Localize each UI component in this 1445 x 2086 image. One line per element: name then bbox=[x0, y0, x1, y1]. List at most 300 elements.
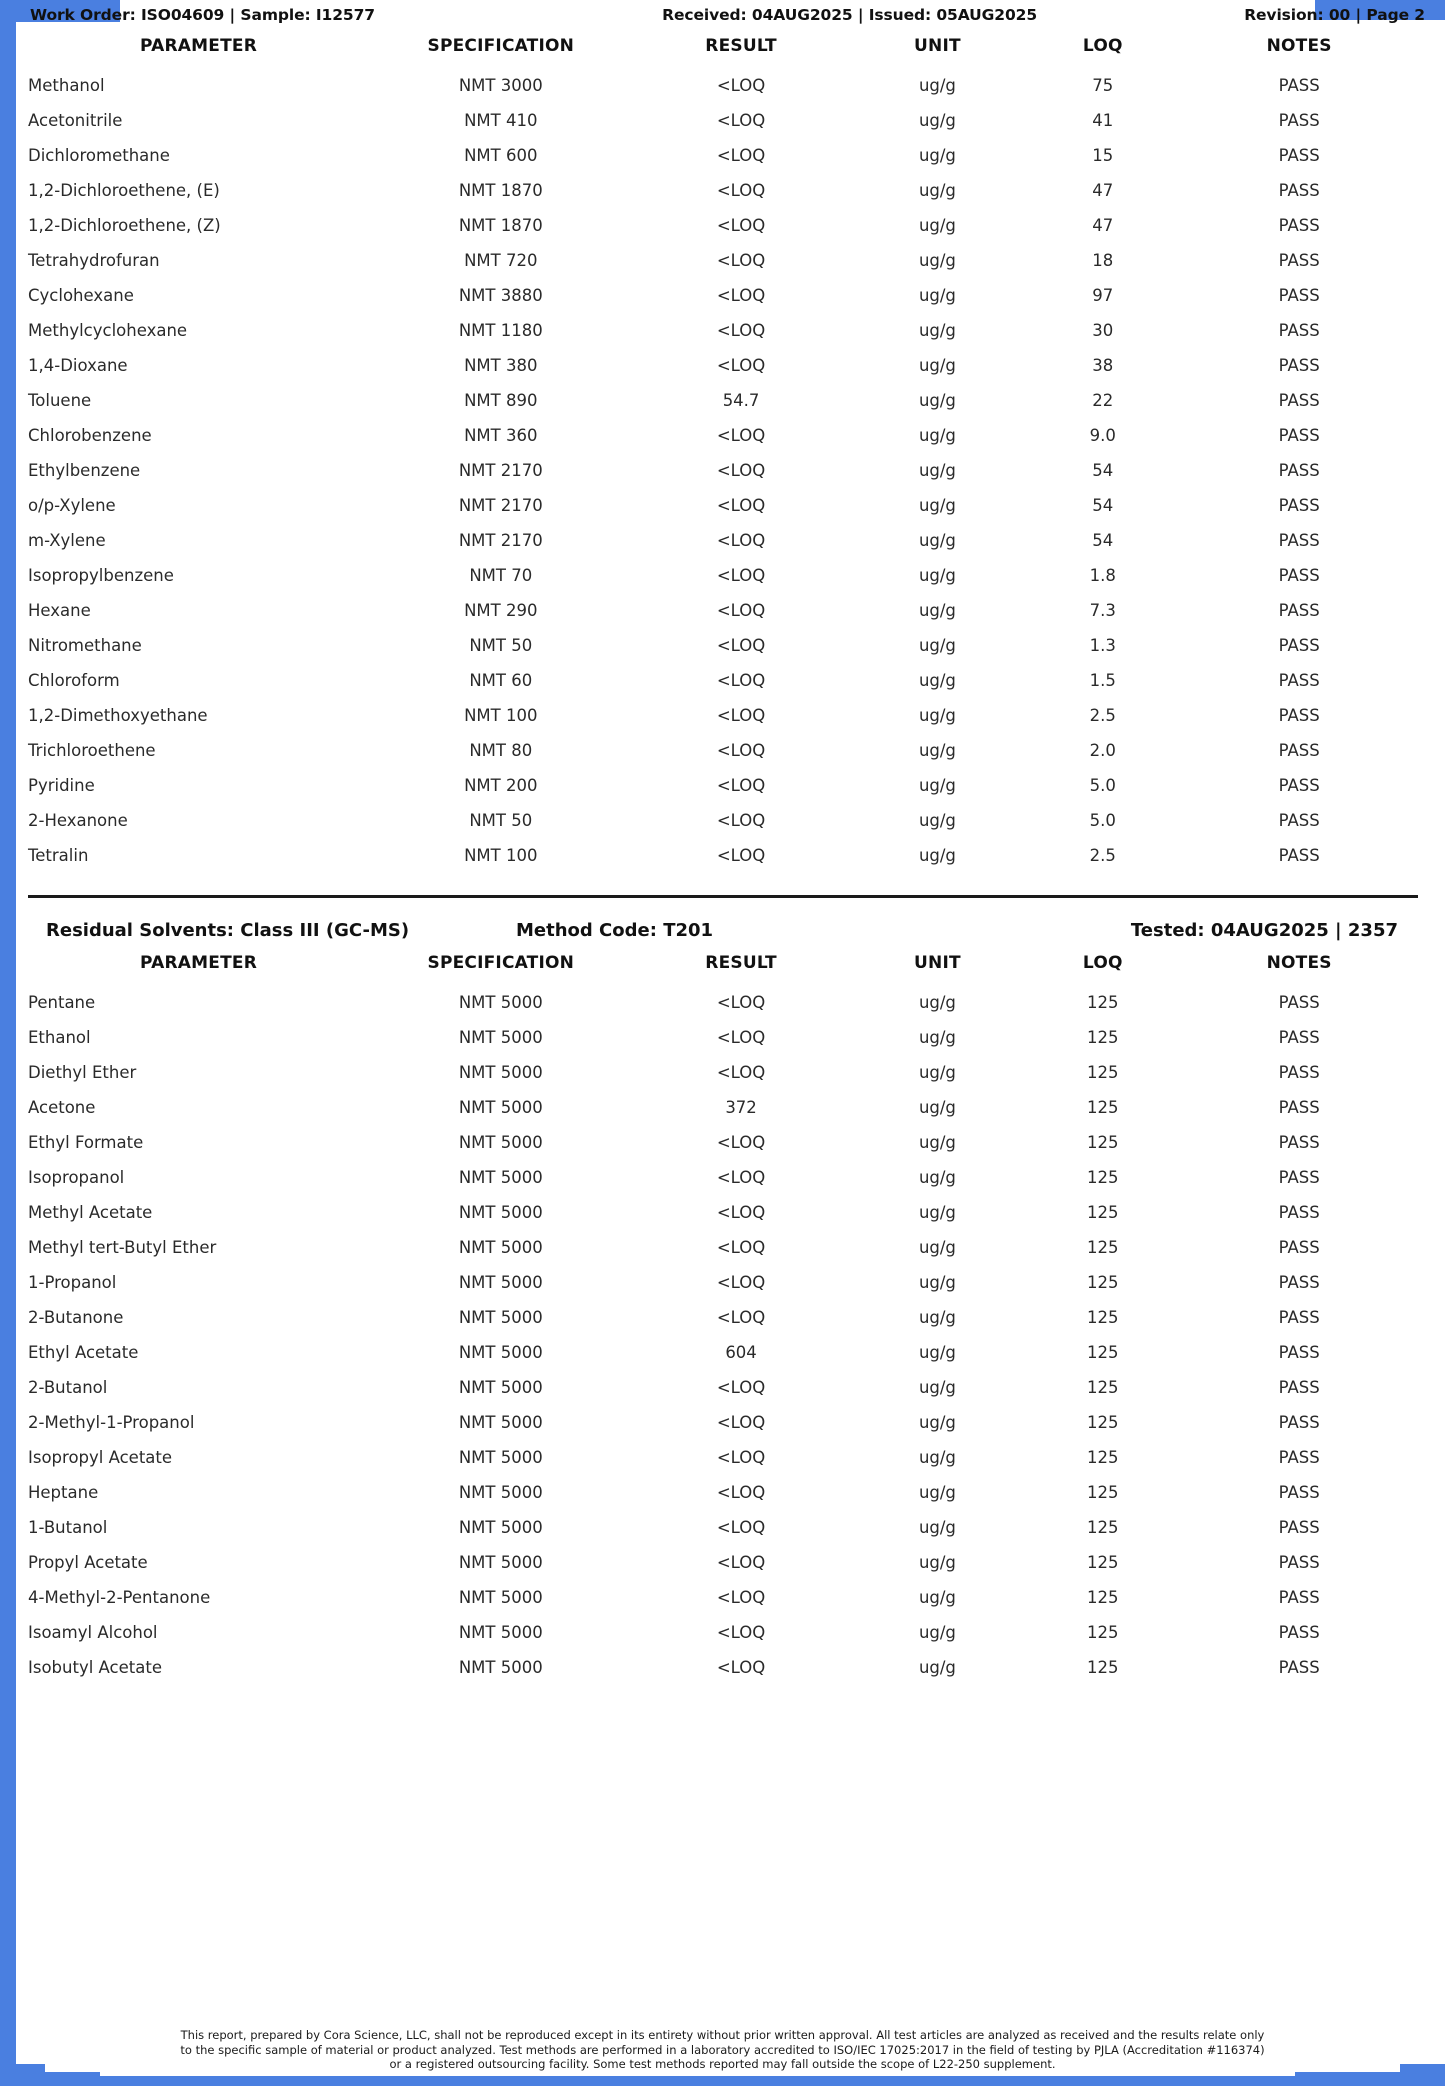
cell-parameter: Ethyl Formate bbox=[28, 1133, 144, 1152]
cell-result: <LOQ bbox=[716, 1028, 766, 1047]
cell-unit: ug/g bbox=[918, 1308, 956, 1327]
cell-notes: PASS bbox=[1278, 1448, 1320, 1467]
cell-notes: PASS bbox=[1278, 146, 1320, 165]
cell-specification: NMT 290 bbox=[464, 601, 538, 620]
column-header-loq: LOQ bbox=[1082, 36, 1123, 56]
table-row bbox=[28, 593, 1418, 628]
cell-unit: ug/g bbox=[918, 111, 956, 130]
cell-specification: NMT 5000 bbox=[458, 1063, 543, 1082]
cell-unit: ug/g bbox=[918, 251, 956, 270]
cell-specification: NMT 1870 bbox=[458, 181, 543, 200]
cell-specification: NMT 360 bbox=[464, 426, 538, 445]
table-row bbox=[28, 663, 1418, 698]
cell-notes: PASS bbox=[1278, 181, 1320, 200]
cell-loq: 125 bbox=[1087, 1028, 1119, 1047]
cell-loq: 22 bbox=[1092, 391, 1114, 410]
cell-notes: PASS bbox=[1278, 1378, 1320, 1397]
cell-specification: NMT 100 bbox=[464, 706, 538, 725]
cell-result: <LOQ bbox=[716, 993, 766, 1012]
table-row bbox=[28, 453, 1418, 488]
cell-notes: PASS bbox=[1278, 286, 1320, 305]
table-row bbox=[28, 1090, 1418, 1125]
cell-parameter: Ethyl Acetate bbox=[28, 1343, 139, 1362]
cell-loq: 125 bbox=[1087, 1203, 1119, 1222]
cell-parameter: 1-Butanol bbox=[28, 1518, 108, 1537]
cell-loq: 97 bbox=[1092, 286, 1114, 305]
cell-notes: PASS bbox=[1278, 846, 1320, 865]
cell-unit: ug/g bbox=[918, 391, 956, 410]
table-row bbox=[28, 698, 1418, 733]
cell-parameter: 1,2-Dimethoxyethane bbox=[28, 706, 208, 725]
table-row bbox=[28, 838, 1418, 873]
cell-specification: NMT 2170 bbox=[458, 461, 543, 480]
cell-loq: 54 bbox=[1092, 531, 1114, 550]
cell-loq: 41 bbox=[1092, 111, 1114, 130]
cell-unit: ug/g bbox=[918, 216, 956, 235]
cell-notes: PASS bbox=[1278, 1238, 1320, 1257]
cell-unit: ug/g bbox=[918, 1063, 956, 1082]
footer-line-2: to the specific sample of material or product analyzed. Test methods are performed in a laboratory accredited to ISO/IEC 17025:2017 in the field of testing by PJLA (Accreditation #116374) bbox=[180, 2042, 1265, 2057]
cell-loq: 125 bbox=[1087, 1378, 1119, 1397]
cell-loq: 75 bbox=[1092, 76, 1114, 95]
cell-parameter: Methanol bbox=[28, 76, 105, 95]
cell-unit: ug/g bbox=[918, 181, 956, 200]
cell-unit: ug/g bbox=[918, 1273, 956, 1292]
cell-loq: 125 bbox=[1087, 1553, 1119, 1572]
cell-result: <LOQ bbox=[716, 76, 766, 95]
cell-parameter: Hexane bbox=[28, 601, 91, 620]
cell-loq: 1.8 bbox=[1089, 566, 1116, 585]
cell-loq: 2.0 bbox=[1089, 741, 1116, 760]
report-content bbox=[28, 30, 1418, 1685]
cell-loq: 125 bbox=[1087, 1063, 1119, 1082]
column-header-specification: SPECIFICATION bbox=[427, 953, 575, 973]
cell-result: <LOQ bbox=[716, 1413, 766, 1432]
cell-specification: NMT 80 bbox=[469, 741, 533, 760]
cell-unit: ug/g bbox=[918, 1028, 956, 1047]
cell-specification: NMT 380 bbox=[464, 356, 538, 375]
cell-result: <LOQ bbox=[716, 356, 766, 375]
column-header-unit: UNIT bbox=[914, 36, 961, 56]
cell-unit: ug/g bbox=[918, 1238, 956, 1257]
table-row bbox=[28, 208, 1418, 243]
cell-parameter: Pyridine bbox=[28, 776, 95, 795]
cell-unit: ug/g bbox=[918, 1133, 956, 1152]
cell-result: <LOQ bbox=[716, 1378, 766, 1397]
accent-bar-bottom bbox=[0, 2076, 1445, 2086]
cell-unit: ug/g bbox=[918, 1343, 956, 1362]
cell-notes: PASS bbox=[1278, 1273, 1320, 1292]
section-divider bbox=[28, 895, 1418, 898]
table-row bbox=[28, 1510, 1418, 1545]
cell-loq: 2.5 bbox=[1089, 706, 1116, 725]
cell-notes: PASS bbox=[1278, 1413, 1320, 1432]
cell-unit: ug/g bbox=[918, 1168, 956, 1187]
cell-parameter: Isobutyl Acetate bbox=[28, 1658, 162, 1677]
cell-unit: ug/g bbox=[918, 1448, 956, 1467]
cell-notes: PASS bbox=[1278, 1063, 1320, 1082]
cell-unit: ug/g bbox=[918, 1203, 956, 1222]
cell-specification: NMT 70 bbox=[469, 566, 533, 585]
header-dates: Received: 04AUG2025 | Issued: 05AUG2025 bbox=[662, 6, 1038, 24]
cell-loq: 125 bbox=[1087, 1518, 1119, 1537]
cell-notes: PASS bbox=[1278, 216, 1320, 235]
cell-notes: PASS bbox=[1278, 993, 1320, 1012]
table-two-header-row bbox=[28, 947, 1418, 985]
cell-notes: PASS bbox=[1278, 1483, 1320, 1502]
cell-notes: PASS bbox=[1278, 391, 1320, 410]
cell-parameter: Heptane bbox=[28, 1483, 99, 1502]
cell-unit: ug/g bbox=[918, 706, 956, 725]
cell-loq: 125 bbox=[1087, 1343, 1119, 1362]
cell-specification: NMT 5000 bbox=[458, 1518, 543, 1537]
footer-line-3: or a registered outsourcing facility. Some test methods reported may fall outside the scope of L22-250 supplement. bbox=[389, 2057, 1056, 2072]
column-header-specification: SPECIFICATION bbox=[427, 36, 575, 56]
cell-loq: 125 bbox=[1087, 1308, 1119, 1327]
cell-specification: NMT 5000 bbox=[458, 1028, 543, 1047]
cell-parameter: Dichloromethane bbox=[28, 146, 170, 165]
table-row bbox=[28, 768, 1418, 803]
cell-parameter: Diethyl Ether bbox=[28, 1063, 137, 1082]
cell-parameter: 1,4-Dioxane bbox=[28, 356, 128, 375]
cell-specification: NMT 5000 bbox=[458, 1238, 543, 1257]
header-revision-page: Revision: 00 | Page 2 bbox=[1244, 6, 1425, 24]
footer-disclaimer bbox=[45, 2028, 1400, 2072]
cell-parameter: Nitromethane bbox=[28, 636, 142, 655]
cell-unit: ug/g bbox=[918, 1413, 956, 1432]
table-row bbox=[28, 1020, 1418, 1055]
cell-specification: NMT 200 bbox=[464, 776, 538, 795]
table-row bbox=[28, 103, 1418, 138]
cell-parameter: 1,2-Dichloroethene, (E) bbox=[28, 181, 220, 200]
cell-unit: ug/g bbox=[918, 776, 956, 795]
cell-result: <LOQ bbox=[716, 1133, 766, 1152]
table-row bbox=[28, 1195, 1418, 1230]
cell-notes: PASS bbox=[1278, 356, 1320, 375]
cell-specification: NMT 50 bbox=[469, 636, 533, 655]
cell-parameter: Pentane bbox=[28, 993, 96, 1012]
cell-parameter: 4-Methyl-2-Pentanone bbox=[28, 1588, 211, 1607]
cell-parameter: Toluene bbox=[28, 391, 92, 410]
cell-notes: PASS bbox=[1278, 496, 1320, 515]
cell-notes: PASS bbox=[1278, 811, 1320, 830]
cell-specification: NMT 5000 bbox=[458, 1168, 543, 1187]
cell-notes: PASS bbox=[1278, 1343, 1320, 1362]
cell-specification: NMT 5000 bbox=[458, 1343, 543, 1362]
cell-loq: 125 bbox=[1087, 1588, 1119, 1607]
cell-parameter: 2-Butanol bbox=[28, 1378, 108, 1397]
table-one-body bbox=[28, 68, 1418, 873]
table-row bbox=[28, 1370, 1418, 1405]
table-row bbox=[28, 313, 1418, 348]
cell-parameter: 1-Propanol bbox=[28, 1273, 117, 1292]
cell-specification: NMT 5000 bbox=[458, 1133, 543, 1152]
cell-unit: ug/g bbox=[918, 811, 956, 830]
cell-notes: PASS bbox=[1278, 566, 1320, 585]
cell-notes: PASS bbox=[1278, 741, 1320, 760]
table-row bbox=[28, 1055, 1418, 1090]
table-row bbox=[28, 523, 1418, 558]
cell-unit: ug/g bbox=[918, 1518, 956, 1537]
table-row bbox=[28, 1545, 1418, 1580]
cell-notes: PASS bbox=[1278, 251, 1320, 270]
cell-result: <LOQ bbox=[716, 601, 766, 620]
cell-specification: NMT 5000 bbox=[458, 1588, 543, 1607]
cell-specification: NMT 5000 bbox=[458, 1203, 543, 1222]
column-header-unit: UNIT bbox=[914, 953, 961, 973]
cell-parameter: 2-Methyl-1-Propanol bbox=[28, 1413, 195, 1432]
cell-result: <LOQ bbox=[716, 1448, 766, 1467]
cell-specification: NMT 5000 bbox=[458, 1623, 543, 1642]
cell-notes: PASS bbox=[1278, 1203, 1320, 1222]
cell-loq: 125 bbox=[1087, 1133, 1119, 1152]
cell-result: <LOQ bbox=[716, 496, 766, 515]
cell-notes: PASS bbox=[1278, 1168, 1320, 1187]
cell-specification: NMT 5000 bbox=[458, 1658, 543, 1677]
cell-result: <LOQ bbox=[716, 811, 766, 830]
cell-result: <LOQ bbox=[716, 1308, 766, 1327]
cell-result: <LOQ bbox=[716, 111, 766, 130]
cell-specification: NMT 5000 bbox=[458, 1553, 543, 1572]
cell-specification: NMT 600 bbox=[464, 146, 538, 165]
cell-result: <LOQ bbox=[716, 181, 766, 200]
section-header-class-three bbox=[28, 920, 1418, 941]
table-row bbox=[28, 418, 1418, 453]
table-row bbox=[28, 1160, 1418, 1195]
cell-parameter: 2-Hexanone bbox=[28, 811, 128, 830]
cell-notes: PASS bbox=[1278, 601, 1320, 620]
cell-parameter: Methyl Acetate bbox=[28, 1203, 153, 1222]
column-header-parameter: PARAMETER bbox=[140, 953, 257, 973]
cell-specification: NMT 5000 bbox=[458, 1273, 543, 1292]
cell-notes: PASS bbox=[1278, 1308, 1320, 1327]
cell-loq: 47 bbox=[1092, 181, 1114, 200]
cell-result: 604 bbox=[725, 1343, 757, 1362]
cell-result: <LOQ bbox=[716, 146, 766, 165]
cell-unit: ug/g bbox=[918, 461, 956, 480]
cell-loq: 125 bbox=[1087, 1623, 1119, 1642]
cell-parameter: 2-Butanone bbox=[28, 1308, 124, 1327]
cell-result: <LOQ bbox=[716, 776, 766, 795]
cell-result: <LOQ bbox=[716, 1623, 766, 1642]
results-table-one bbox=[28, 30, 1418, 873]
cell-parameter: Tetrahydrofuran bbox=[28, 251, 160, 270]
cell-unit: ug/g bbox=[918, 321, 956, 340]
cell-loq: 7.3 bbox=[1089, 601, 1116, 620]
cell-parameter: 1,2-Dichloroethene, (Z) bbox=[28, 216, 221, 235]
cell-result: <LOQ bbox=[716, 1658, 766, 1677]
cell-result: <LOQ bbox=[716, 286, 766, 305]
cell-parameter: o/p-Xylene bbox=[28, 496, 116, 515]
cell-unit: ug/g bbox=[918, 1658, 956, 1677]
cell-parameter: Ethanol bbox=[28, 1028, 91, 1047]
cell-specification: NMT 5000 bbox=[458, 993, 543, 1012]
table-row bbox=[28, 1405, 1418, 1440]
cell-unit: ug/g bbox=[918, 1098, 956, 1117]
cell-specification: NMT 5000 bbox=[458, 1098, 543, 1117]
cell-parameter: Methylcyclohexane bbox=[28, 321, 188, 340]
table-row bbox=[28, 1335, 1418, 1370]
cell-notes: PASS bbox=[1278, 461, 1320, 480]
cell-notes: PASS bbox=[1278, 671, 1320, 690]
cell-unit: ug/g bbox=[918, 146, 956, 165]
cell-notes: PASS bbox=[1278, 531, 1320, 550]
cell-unit: ug/g bbox=[918, 531, 956, 550]
cell-parameter: Trichloroethene bbox=[28, 741, 156, 760]
cell-specification: NMT 410 bbox=[464, 111, 538, 130]
column-header-result: RESULT bbox=[705, 953, 777, 973]
cell-parameter: Isopropyl Acetate bbox=[28, 1448, 173, 1467]
cell-parameter: Ethylbenzene bbox=[28, 461, 141, 480]
cell-parameter: Acetonitrile bbox=[28, 111, 123, 130]
cell-notes: PASS bbox=[1278, 1623, 1320, 1642]
cell-notes: PASS bbox=[1278, 1028, 1320, 1047]
cell-loq: 38 bbox=[1092, 356, 1114, 375]
cell-unit: ug/g bbox=[918, 741, 956, 760]
cell-parameter: Tetralin bbox=[28, 846, 89, 865]
table-row bbox=[28, 1650, 1418, 1685]
cell-result: <LOQ bbox=[716, 531, 766, 550]
cell-specification: NMT 2170 bbox=[458, 496, 543, 515]
cell-specification: NMT 60 bbox=[469, 671, 533, 690]
table-row bbox=[28, 278, 1418, 313]
cell-notes: PASS bbox=[1278, 1553, 1320, 1572]
cell-loq: 18 bbox=[1092, 251, 1114, 270]
cell-specification: NMT 890 bbox=[464, 391, 538, 410]
cell-unit: ug/g bbox=[918, 993, 956, 1012]
table-row bbox=[28, 348, 1418, 383]
cell-specification: NMT 5000 bbox=[458, 1308, 543, 1327]
section-method-code: Method Code: T201 bbox=[516, 920, 714, 941]
cell-parameter: m-Xylene bbox=[28, 531, 106, 550]
table-row bbox=[28, 1300, 1418, 1335]
cell-result: <LOQ bbox=[716, 846, 766, 865]
cell-parameter: Isopropylbenzene bbox=[28, 566, 174, 585]
cell-loq: 5.0 bbox=[1089, 776, 1116, 795]
cell-loq: 30 bbox=[1092, 321, 1114, 340]
cell-specification: NMT 1180 bbox=[458, 321, 543, 340]
table-row bbox=[28, 1440, 1418, 1475]
cell-unit: ug/g bbox=[918, 566, 956, 585]
cell-unit: ug/g bbox=[918, 1588, 956, 1607]
cell-loq: 125 bbox=[1087, 1098, 1119, 1117]
cell-notes: PASS bbox=[1278, 706, 1320, 725]
cell-parameter: Cyclohexane bbox=[28, 286, 134, 305]
cell-notes: PASS bbox=[1278, 1658, 1320, 1677]
cell-notes: PASS bbox=[1278, 111, 1320, 130]
cell-specification: NMT 100 bbox=[464, 846, 538, 865]
cell-result: <LOQ bbox=[716, 1063, 766, 1082]
cell-result: <LOQ bbox=[716, 321, 766, 340]
table-row bbox=[28, 173, 1418, 208]
cell-loq: 9.0 bbox=[1089, 426, 1116, 445]
table-row bbox=[28, 68, 1418, 103]
column-header-parameter: PARAMETER bbox=[140, 36, 257, 56]
table-one-header-row bbox=[28, 30, 1418, 68]
cell-result: <LOQ bbox=[716, 1238, 766, 1257]
cell-loq: 125 bbox=[1087, 993, 1119, 1012]
section-tested-on: Tested: 04AUG2025 | 2357 bbox=[1130, 920, 1398, 941]
cell-specification: NMT 2170 bbox=[458, 531, 543, 550]
cell-unit: ug/g bbox=[918, 496, 956, 515]
cell-unit: ug/g bbox=[918, 671, 956, 690]
cell-result: <LOQ bbox=[716, 1168, 766, 1187]
cell-unit: ug/g bbox=[918, 1623, 956, 1642]
cell-result: <LOQ bbox=[716, 216, 766, 235]
table-row bbox=[28, 628, 1418, 663]
cell-unit: ug/g bbox=[918, 1553, 956, 1572]
cell-unit: ug/g bbox=[918, 846, 956, 865]
header-work-order: Work Order: ISO04609 | Sample: I12577 bbox=[30, 6, 375, 24]
cell-notes: PASS bbox=[1278, 76, 1320, 95]
cell-result: <LOQ bbox=[716, 636, 766, 655]
document-header bbox=[30, 6, 1425, 24]
column-header-notes: NOTES bbox=[1266, 36, 1332, 56]
cell-result: <LOQ bbox=[716, 1273, 766, 1292]
section-title: Residual Solvents: Class III (GC-MS) bbox=[46, 920, 410, 941]
cell-unit: ug/g bbox=[918, 356, 956, 375]
accent-bar-left bbox=[0, 0, 16, 2086]
cell-notes: PASS bbox=[1278, 1588, 1320, 1607]
cell-loq: 2.5 bbox=[1089, 846, 1116, 865]
cell-parameter: Chlorobenzene bbox=[28, 426, 152, 445]
table-row bbox=[28, 1580, 1418, 1615]
cell-parameter: Propyl Acetate bbox=[28, 1553, 148, 1572]
cell-specification: NMT 3880 bbox=[458, 286, 543, 305]
cell-parameter: Acetone bbox=[28, 1098, 96, 1117]
cell-result: <LOQ bbox=[716, 741, 766, 760]
results-table-two bbox=[28, 947, 1418, 1685]
cell-result: <LOQ bbox=[716, 1553, 766, 1572]
cell-loq: 1.5 bbox=[1089, 671, 1116, 690]
table-row bbox=[28, 985, 1418, 1020]
cell-result: 372 bbox=[725, 1098, 757, 1117]
cell-specification: NMT 5000 bbox=[458, 1413, 543, 1432]
cell-loq: 125 bbox=[1087, 1413, 1119, 1432]
cell-specification: NMT 720 bbox=[464, 251, 538, 270]
cell-loq: 125 bbox=[1087, 1483, 1119, 1502]
cell-result: 54.7 bbox=[722, 391, 760, 410]
table-row bbox=[28, 1615, 1418, 1650]
cell-parameter: Isopropanol bbox=[28, 1168, 125, 1187]
column-header-loq: LOQ bbox=[1082, 953, 1123, 973]
table-row bbox=[28, 733, 1418, 768]
column-header-notes: NOTES bbox=[1266, 953, 1332, 973]
table-row bbox=[28, 138, 1418, 173]
cell-unit: ug/g bbox=[918, 426, 956, 445]
cell-notes: PASS bbox=[1278, 636, 1320, 655]
cell-loq: 47 bbox=[1092, 216, 1114, 235]
cell-notes: PASS bbox=[1278, 1098, 1320, 1117]
footer-line-1: This report, prepared by Cora Science, LLC, shall not be reproduced except in its entirety without prior written approval. All test articles are analyzed as received and the results relate only bbox=[180, 2027, 1265, 2042]
table-row bbox=[28, 243, 1418, 278]
cell-specification: NMT 5000 bbox=[458, 1483, 543, 1502]
cell-unit: ug/g bbox=[918, 636, 956, 655]
cell-loq: 125 bbox=[1087, 1658, 1119, 1677]
cell-loq: 54 bbox=[1092, 496, 1114, 515]
cell-result: <LOQ bbox=[716, 1518, 766, 1537]
table-row bbox=[28, 558, 1418, 593]
cell-specification: NMT 5000 bbox=[458, 1448, 543, 1467]
table-row bbox=[28, 1475, 1418, 1510]
cell-notes: PASS bbox=[1278, 776, 1320, 795]
cell-loq: 5.0 bbox=[1089, 811, 1116, 830]
cell-unit: ug/g bbox=[918, 601, 956, 620]
cell-result: <LOQ bbox=[716, 1203, 766, 1222]
cell-loq: 125 bbox=[1087, 1273, 1119, 1292]
cell-unit: ug/g bbox=[918, 1378, 956, 1397]
table-row bbox=[28, 1230, 1418, 1265]
